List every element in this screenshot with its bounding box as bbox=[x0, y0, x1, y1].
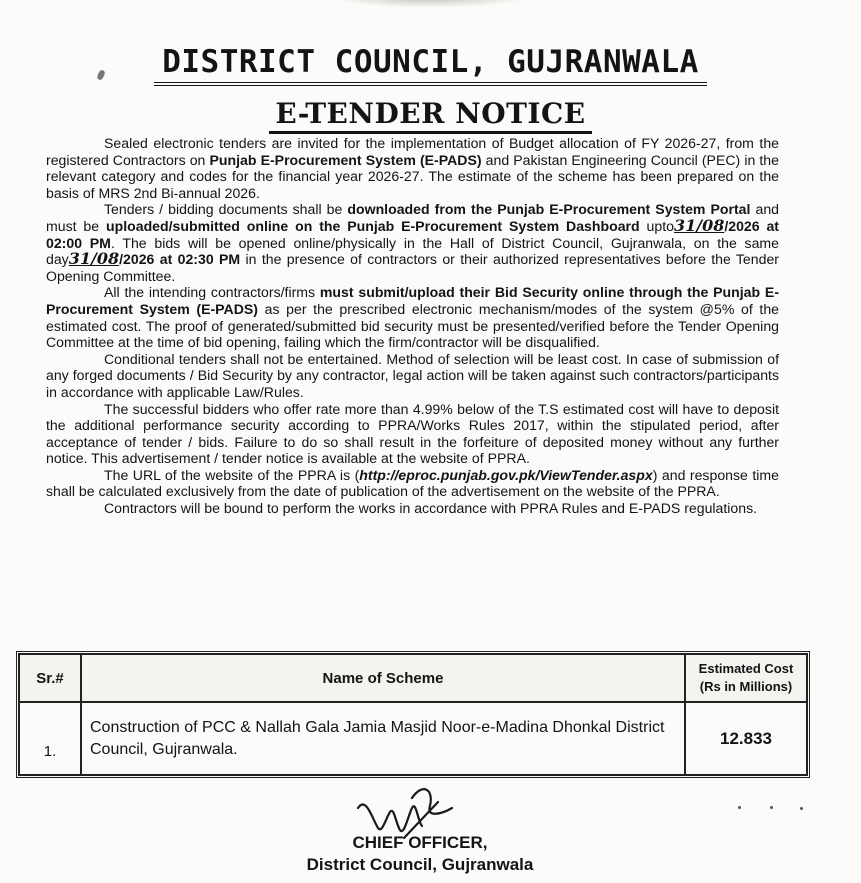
header-estimated-cost bbox=[685, 654, 807, 702]
speck bbox=[770, 806, 773, 809]
signatory-title: CHIEF OFFICER, bbox=[352, 833, 488, 852]
p2-text-3: upto bbox=[639, 217, 674, 234]
page-title bbox=[0, 44, 861, 80]
handwritten-date-2: 31/08 bbox=[68, 249, 120, 269]
p2-text-2: and must be bbox=[46, 201, 779, 234]
speck bbox=[738, 806, 741, 809]
ppra-url-link[interactable]: http://eproc.punjab.gov.pk/ViewTender.aspx bbox=[359, 466, 653, 483]
signatory-organization: District Council, Gujranwala bbox=[306, 855, 534, 874]
p6-text-2: ) and response time shall be calculated exclusively from the date of publication of the advertisement on the website of the PPRA. bbox=[46, 466, 779, 500]
p2-text-5: in the presence of contractors or their authorized representatives before the Tender Opening Committee. bbox=[46, 251, 779, 284]
top-smudge bbox=[330, 0, 530, 8]
table-row bbox=[19, 702, 807, 775]
p2-text-4: . The bids will be opened online/physically in the Hall of District Council, Gujranwala, on the same day bbox=[46, 234, 779, 268]
page-title-text: DISTRICT COUNCIL, GUJRANWALA bbox=[154, 44, 707, 86]
speck bbox=[800, 807, 803, 810]
table-header-row bbox=[19, 654, 807, 702]
paragraph-3 bbox=[46, 284, 779, 350]
p3-text-2: as per the prescribed electronic mechanism/modes of the system @5% of the estimated cost. The proof of generated/submitted bid security must be presented/verified before the Tender Opening Committee at the time of bid opening, failing which the firm/contractor will be disqualified. bbox=[46, 300, 779, 351]
cell-sr: 1. bbox=[19, 702, 81, 775]
header-name-of-scheme: Name of Scheme bbox=[81, 654, 685, 702]
notice-heading-text: E-TENDER NOTICE bbox=[269, 97, 591, 134]
header-cost-line-1: Estimated Cost bbox=[698, 661, 794, 676]
p3-text-1: All the intending contractors/firms bbox=[104, 284, 320, 301]
p1-text-1: Sealed electronic tenders are invited for the implementation of Budget allocation of FY 2026-27, from the registered Contractors on bbox=[46, 135, 779, 168]
p1-bold-1: Punjab E-Procurement System (E-PADS) bbox=[209, 151, 482, 168]
signature-block bbox=[260, 832, 580, 876]
cell-estimated-cost: 12.833 bbox=[685, 702, 807, 775]
notice-heading bbox=[0, 97, 861, 130]
paragraph-4: Conditional tenders shall not be entertained. Method of selection will be least cost. In case of submission of any forged documents / Bid Security by any contractor, legal action will be taken against such contractors/participants in accordance with applicable Law/Rules. bbox=[46, 350, 779, 400]
p2-bold-3: /2026 at 02:00 PM bbox=[46, 217, 780, 251]
header-cost-line-2: (Rs in Millions) bbox=[699, 679, 793, 694]
scheme-table bbox=[16, 651, 810, 778]
paragraph-6 bbox=[46, 467, 779, 500]
p2-bold-4: /2026 at 02:30 PM bbox=[119, 251, 241, 268]
paragraph-1 bbox=[46, 135, 779, 201]
p2-text-1: Tenders / bidding documents shall be bbox=[104, 201, 348, 218]
paragraph-2 bbox=[46, 201, 779, 284]
cell-scheme-name: Construction of PCC & Nallah Gala Jamia Masjid Noor-e-Madina Dhonkal District Council, Gujranwala. bbox=[81, 702, 685, 775]
notice-body bbox=[46, 135, 779, 517]
p3-bold-1: must submit/upload their Bid Security online through the Punjab E-Procurement System (E-PADS) bbox=[46, 284, 780, 317]
paragraph-7: Contractors will be bound to perform the works in accordance with PPRA Rules and E-PADS regulations. bbox=[104, 500, 758, 517]
paragraph-5: The successful bidders who offer rate more than 4.99% below of the T.S estimated cost will have to deposit the additional performance security according to PPRA/Works Rules 2017, within the stipulated period, after acceptance of tender / bids. Failure to do so shall result in the forfeiture of deposited money without any further notice. This advertisement / tender notice is available at the website of PPRA. bbox=[46, 400, 779, 467]
p2-bold-2: uploaded/submitted online on the Punjab E-Procurement System Dashboard bbox=[105, 217, 640, 234]
p6-text-1: The URL of the website of the PPRA is ( bbox=[104, 466, 360, 483]
handwritten-date-1: 31/08 bbox=[673, 215, 725, 235]
p1-text-2: and Pakistan Engineering Council (PEC) in the relevant category and codes for the financial year 2026-27. The estimate of the scheme has been prepared on the basis of MRS 2nd Bi-annual 2026. bbox=[46, 151, 779, 201]
header-sr: Sr.# bbox=[19, 654, 81, 702]
p2-bold-1: downloaded from the Punjab E-Procurement System Portal bbox=[347, 201, 751, 218]
